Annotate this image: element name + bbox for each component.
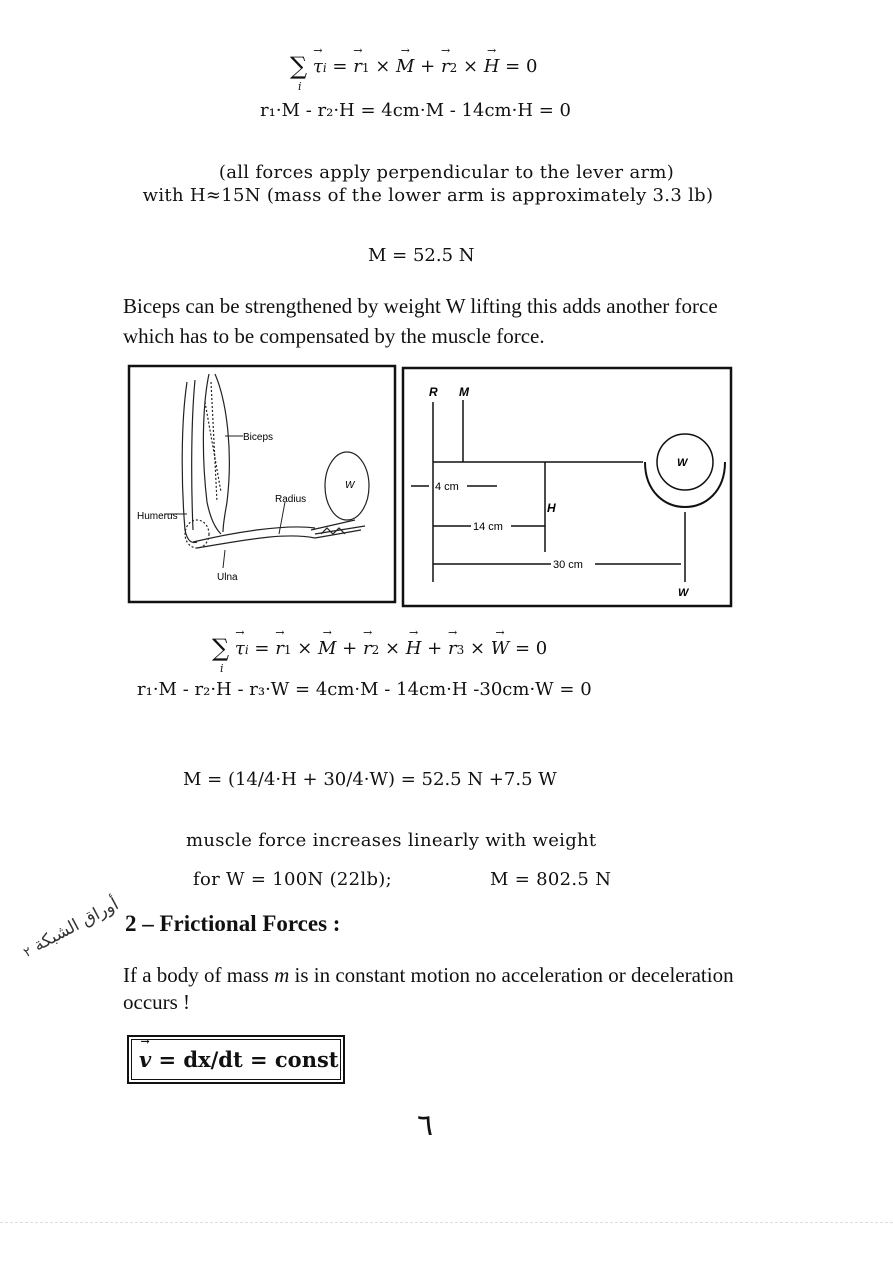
label-m: M: [459, 385, 469, 399]
page-number: ٦: [417, 1108, 434, 1143]
friction-paragraph-line2: occurs !: [123, 990, 191, 1014]
note-perpendicular: (all forces apply perpendicular to the lever arm): [218, 162, 675, 183]
margin-handwritten-note: أوراق الشبكة ٢: [21, 894, 123, 961]
torque-sum-equation-1: ∑ → τi = → r1 × → M + → r2 × → H = 0 i: [290, 50, 590, 78]
example-m: M = 802.5 N: [490, 869, 612, 890]
label-ulna: Ulna: [217, 572, 238, 583]
note-linear: muscle force increases linearly with weight: [186, 830, 597, 851]
result-m-1: M = 52.5 N: [368, 245, 475, 266]
note-h-value: with H≈15N (mass of the lower arm is approximately 3.3 lb): [142, 185, 714, 206]
friction-paragraph-line1: If a body of mass m is in constant motion no acceleration or deceleration: [123, 963, 734, 987]
label-dist-4: 4 cm: [435, 481, 459, 493]
torque-values-equation-1: r₁·M - r₂·H = 4cm·M - 14cm·H = 0: [260, 100, 571, 121]
velocity-symbol: → v: [139, 1047, 151, 1072]
arm-lever-figure: [125, 362, 735, 610]
label-h: H: [547, 501, 556, 515]
example-for-w: for W = 100N (22lb);: [193, 869, 392, 890]
label-dist-14: 14 cm: [473, 521, 503, 533]
torque-values-equation-2: r₁·M - r₂·H - r₃·W = 4cm·M - 14cm·H -30cm·W = 0: [137, 679, 592, 700]
velocity-equation: = dx/dt = const: [158, 1047, 339, 1072]
label-humerus: Humerus: [137, 511, 178, 522]
result-m-2: M = (14/4·H + 30/4·W) = 52.5 N +7.5 W: [183, 769, 557, 790]
section-heading: 2 – Frictional Forces :: [125, 911, 341, 936]
label-w-arrow: W: [678, 587, 689, 599]
label-w-ball: W: [677, 457, 688, 469]
biceps-paragraph-line2: which has to be compensated by the muscle force.: [123, 324, 545, 348]
label-biceps: Biceps: [243, 432, 274, 443]
label-weight-anatomy: W: [345, 480, 355, 491]
label-radius: Radius: [275, 494, 307, 505]
label-r: R: [429, 385, 438, 399]
arm-anatomy-drawing: [182, 374, 369, 548]
torque-sum-equation-2: ∑ → τi = → r1 × → M + → r2 × → H + → r3 × → W = 0 i: [212, 632, 632, 660]
velocity-formula-box: [127, 1035, 345, 1084]
scan-edge-line: [0, 1222, 893, 1223]
anatomy-panel-frame: [129, 366, 395, 602]
label-dist-30: 30 cm: [553, 559, 583, 571]
biceps-paragraph-line1: Biceps can be strengthened by weight W lifting this adds another force: [123, 294, 718, 318]
